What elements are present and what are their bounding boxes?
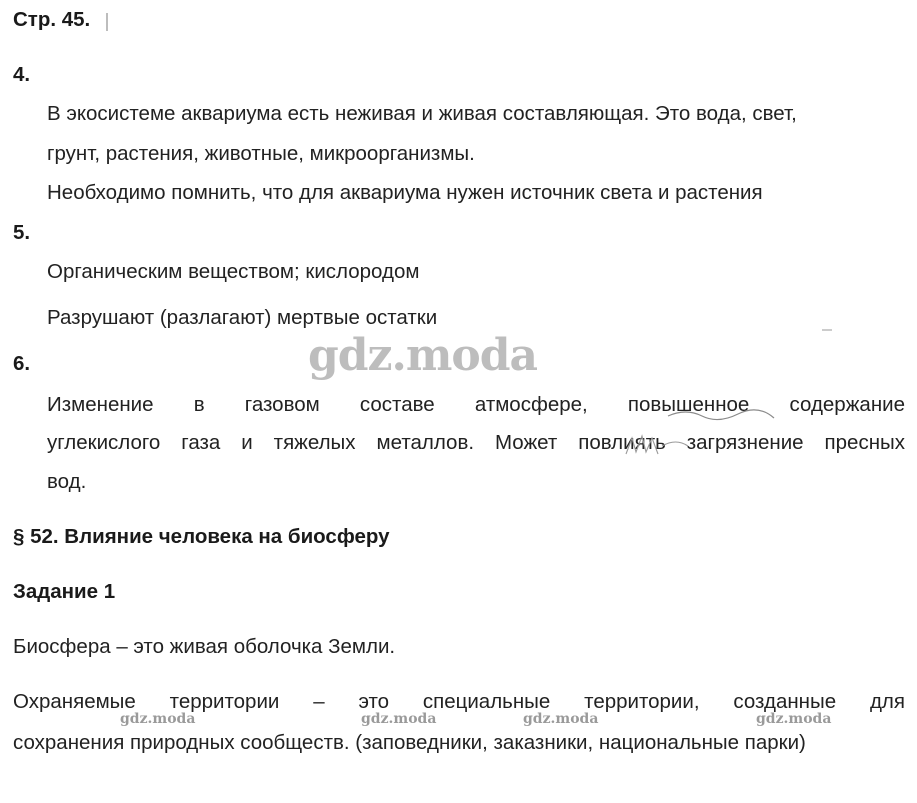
watermark-small-4: gdz.moda — [756, 711, 832, 727]
task-1-title: Задание 1 — [13, 580, 116, 603]
section-6-line-1: Изменение в газовом составе атмосфере, повышенное содержание — [47, 393, 905, 416]
section-6-number: 6. — [13, 352, 31, 375]
header-mark — [106, 13, 108, 31]
watermark-small-1: gdz.moda — [120, 711, 196, 727]
section-4-line-2: грунт, растения, животные, микроорганизмы. — [47, 142, 475, 165]
scribble-mark-2 — [622, 432, 692, 458]
task-1-text-2-line-1: Охраняемые территории – это специальные территории, созданные для — [13, 690, 905, 713]
watermark-small-2: gdz.moda — [361, 711, 437, 727]
task-1-text-2-line-2: сохранения природных сообществ. (заповедники, заказники, национальные парки) — [13, 731, 806, 754]
section-4-line-1: В экосистеме аквариума есть неживая и живая составляющая. Это вода, свет, — [47, 102, 797, 125]
section-5-line-2: Разрушают (разлагают) мертвые остатки — [47, 306, 438, 329]
task-1-text-1: Биосфера – это живая оболочка Земли. — [13, 635, 396, 658]
section-4-number: 4. — [13, 63, 31, 86]
section-4-line-3: Необходимо помнить, что для аквариума нужен источник света и растения — [47, 181, 763, 204]
stray-mark — [822, 329, 832, 331]
paragraph-52-title: § 52. Влияние человека на биосферу — [13, 525, 390, 548]
section-6-line-3: вод. — [47, 470, 87, 493]
section-5-number: 5. — [13, 221, 31, 244]
section-5-line-1: Органическим веществом; кислородом — [47, 260, 420, 283]
page-header: Стр. 45. — [13, 8, 91, 31]
section-6-line-2: углекислого газа и тяжелых металлов. Может повлиять загрязнение пресных — [47, 431, 905, 454]
watermark-logo: gdz.moda — [308, 330, 538, 381]
scribble-mark-1 — [666, 402, 776, 424]
watermark-small-3: gdz.moda — [523, 711, 599, 727]
